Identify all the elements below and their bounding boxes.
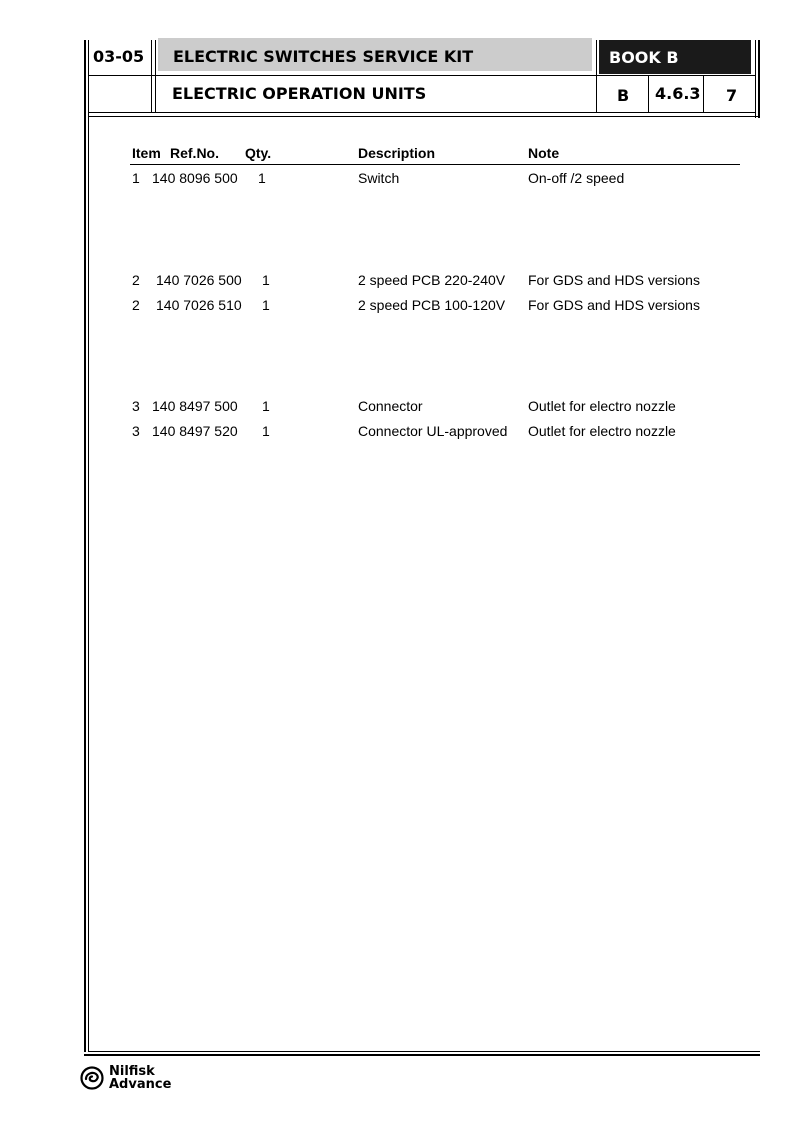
row-note: Outlet for electro nozzle	[528, 398, 676, 414]
row-item: 3	[132, 423, 140, 439]
row-ref: 140 8497 500	[152, 398, 238, 414]
row-item: 2	[132, 297, 140, 313]
document-title: ELECTRIC SWITCHES SERVICE KIT	[173, 47, 474, 66]
row-qty: 1	[262, 297, 270, 313]
row-item: 3	[132, 398, 140, 414]
logo-text-line1: Nilfisk	[109, 1064, 155, 1079]
row-description: Switch	[358, 170, 400, 186]
row-qty: 1	[262, 398, 270, 414]
row-ref: 140 8096 500	[152, 170, 238, 186]
book-letter: B	[617, 86, 630, 105]
section-code: 03-05	[93, 47, 145, 66]
section-number: 4.6.3	[655, 84, 701, 103]
col-header-ref: Ref.No.	[170, 145, 219, 161]
row-item: 1	[132, 170, 140, 186]
row-qty: 1	[258, 170, 266, 186]
row-ref: 140 8497 520	[152, 423, 238, 439]
row-description: 2 speed PCB 100-120V	[358, 297, 506, 313]
row-description: Connector	[358, 398, 423, 414]
nilfisk-advance-logo	[80, 1063, 190, 1093]
row-description: 2 speed PCB 220-240V	[358, 272, 506, 288]
row-ref: 140 7026 510	[156, 297, 242, 313]
col-header-note: Note	[528, 145, 560, 161]
logo-text-line2: Advance	[109, 1077, 172, 1092]
row-item: 2	[132, 272, 140, 288]
row-description: Connector UL-approved	[358, 423, 508, 439]
col-header-qty: Qty.	[245, 145, 272, 161]
row-ref: 140 7026 500	[156, 272, 242, 288]
col-header-item: Item	[132, 145, 161, 161]
document-subtitle: ELECTRIC OPERATION UNITS	[172, 84, 427, 103]
row-qty: 1	[262, 272, 270, 288]
table-header-rule	[130, 164, 740, 165]
row-note: On-off /2 speed	[528, 170, 625, 186]
row-note: For GDS and HDS versions	[528, 297, 700, 313]
row-qty: 1	[262, 423, 270, 439]
col-header-description: Description	[358, 145, 436, 161]
page-number: 7	[726, 86, 738, 105]
swirl-logo-icon	[80, 1066, 104, 1090]
book-label: BOOK B	[609, 48, 679, 67]
row-note: Outlet for electro nozzle	[528, 423, 676, 439]
row-note: For GDS and HDS versions	[528, 272, 700, 288]
